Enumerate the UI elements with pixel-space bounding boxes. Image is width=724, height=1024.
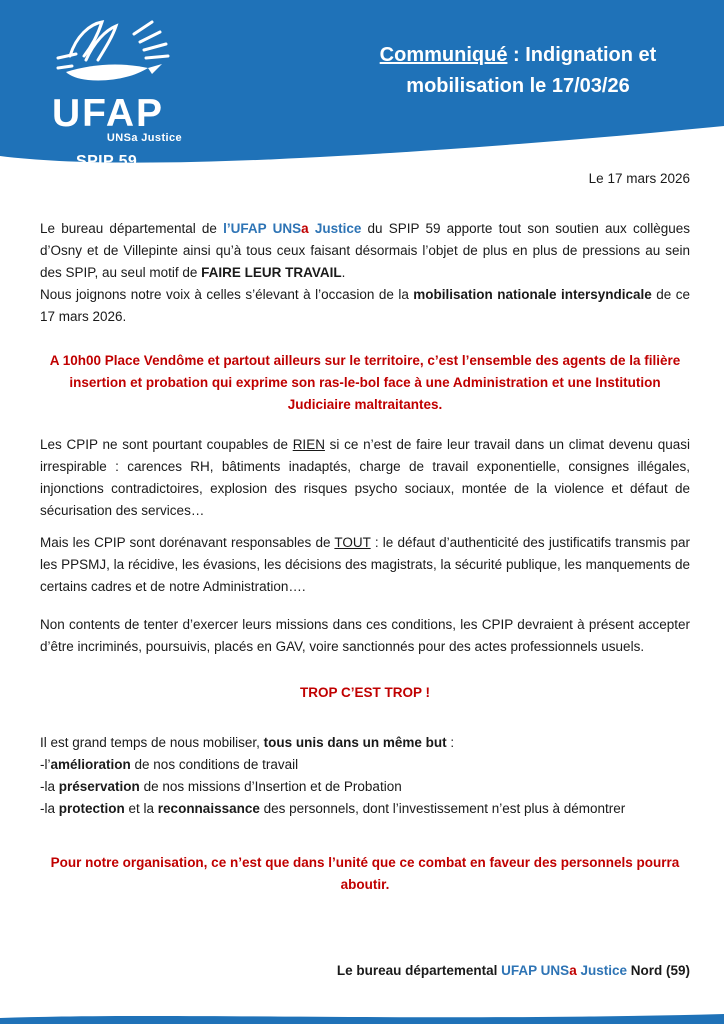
text-segment: Communiqué <box>379 44 508 66</box>
text-segment: UFAP UNS <box>501 963 570 978</box>
text-segment: de nos missions d’Insertion et de Probation <box>139 779 402 794</box>
text-segment: Nous joignons notre voix à celles s’élevant à l’occasion de la <box>40 287 414 302</box>
paragraph-unite: Pour notre organisation, ce n’est que dans l’unité que ce combat en faveur des personnels pourra aboutir. <box>50 855 680 892</box>
text-segment: de nos conditions de travail <box>130 757 299 772</box>
text-segment: Les CPIP ne sont pourtant coupables de <box>40 437 293 452</box>
paragraph-support <box>40 218 690 284</box>
logo-section-label: SPIP 59 <box>76 153 138 170</box>
text-segment: des personnels, dont l’investissement n’est plus à démontrer <box>259 801 626 816</box>
paragraph-mobiliser <box>40 732 690 754</box>
text-segment: -la <box>40 801 59 816</box>
text-segment: : Indignation et mobilisation le 17/03/26 <box>406 44 657 97</box>
text-segment: FAIRE LEUR TRAVAIL <box>201 265 342 280</box>
text-segment: Mais les CPIP sont dorénavant responsables de <box>40 535 335 550</box>
text-segment: si ce n’est de faire leur travail dans un climat devenu quasi irrespirable : carences RH, bâtiments inadaptés, charge de travail exponentielle, consignes illégales, injonctions contradictoires, explosion des risques psycho sociaux, montée de la violence et défaut de sécurisation des services… <box>40 437 690 518</box>
text-segment: . <box>341 265 346 280</box>
paragraph-cpip-tout <box>40 532 690 598</box>
text-segment: : <box>446 735 455 750</box>
text-segment: mobilisation nationale intersyndicale <box>413 287 652 302</box>
date-line: Le 17 mars 2026 <box>588 171 690 186</box>
text-segment: amélioration <box>50 757 131 772</box>
text-segment: -la <box>40 779 59 794</box>
footer-wave-bar <box>0 1010 724 1024</box>
list-item-protection <box>40 798 690 820</box>
list-item-preservation <box>40 776 690 798</box>
paragraph-cpip-rien <box>40 434 690 522</box>
text-segment: protection <box>58 801 125 816</box>
text-segment: l’UFAP UNS <box>223 221 302 236</box>
text-segment: Il est grand temps de nous mobiliser, <box>40 735 264 750</box>
slogan-trop-cest-trop: TROP C’EST TROP ! <box>299 685 431 700</box>
text-segment: Justice <box>308 221 362 236</box>
paragraph-gav: Non contents de tenter d’exercer leurs missions dans ces conditions, les CPIP devraient à présent accepter d’être incriminés, poursuivis, placés en GAV, voire sanctionnés pour des actes professionnels usuels. <box>40 617 690 654</box>
logo-acronym: UFAP <box>52 92 165 135</box>
text-segment: préservation <box>58 779 140 794</box>
text-segment: reconnaissance <box>157 801 260 816</box>
text-segment: TOUT <box>334 535 371 550</box>
text-segment: Le bureau départemental de <box>40 221 224 236</box>
signature-line <box>40 960 690 982</box>
text-segment: Justice <box>576 963 627 978</box>
text-segment: a <box>569 963 577 978</box>
text-segment: RIEN <box>292 437 325 452</box>
text-segment: du SPIP 59 apporte tout son soutien aux collègues d’Osny et de Villepinte ainsi qu’à tous ceux faisant désormais l’objet de plus en plus de pressions au sein des SPIP, au seul motif de <box>40 221 691 280</box>
text-segment: Le bureau départemental <box>336 963 502 978</box>
paragraph-place-vendome: A 10h00 Place Vendôme et partout ailleurs sur le territoire, c’est l’ensemble des agents de la filière insertion et probation qui exprime son ras-le-bol face à une Administration et une Institution Judiciaire maltraitantes. <box>49 353 681 412</box>
text-segment: -l’ <box>40 757 51 772</box>
list-item-amelioration <box>40 754 690 776</box>
text-segment: de ce 17 mars 2026. <box>40 287 690 324</box>
text-segment: a <box>301 221 309 236</box>
text-segment: : le défaut d’authenticité des justificatifs transmis par les PPSMJ, la récidive, les évasions, les décisions des magistrats, la sécurité publique, les manquements de certains cadres et de notre Administration…. <box>40 535 690 594</box>
paragraph-mobilisation-nationale <box>40 284 690 328</box>
logo-subtitle: UNSa Justice <box>106 132 182 144</box>
text-segment: et la <box>124 801 158 816</box>
text-segment: tous unis dans un même but <box>263 735 447 750</box>
text-segment: Nord (59) <box>626 963 690 978</box>
